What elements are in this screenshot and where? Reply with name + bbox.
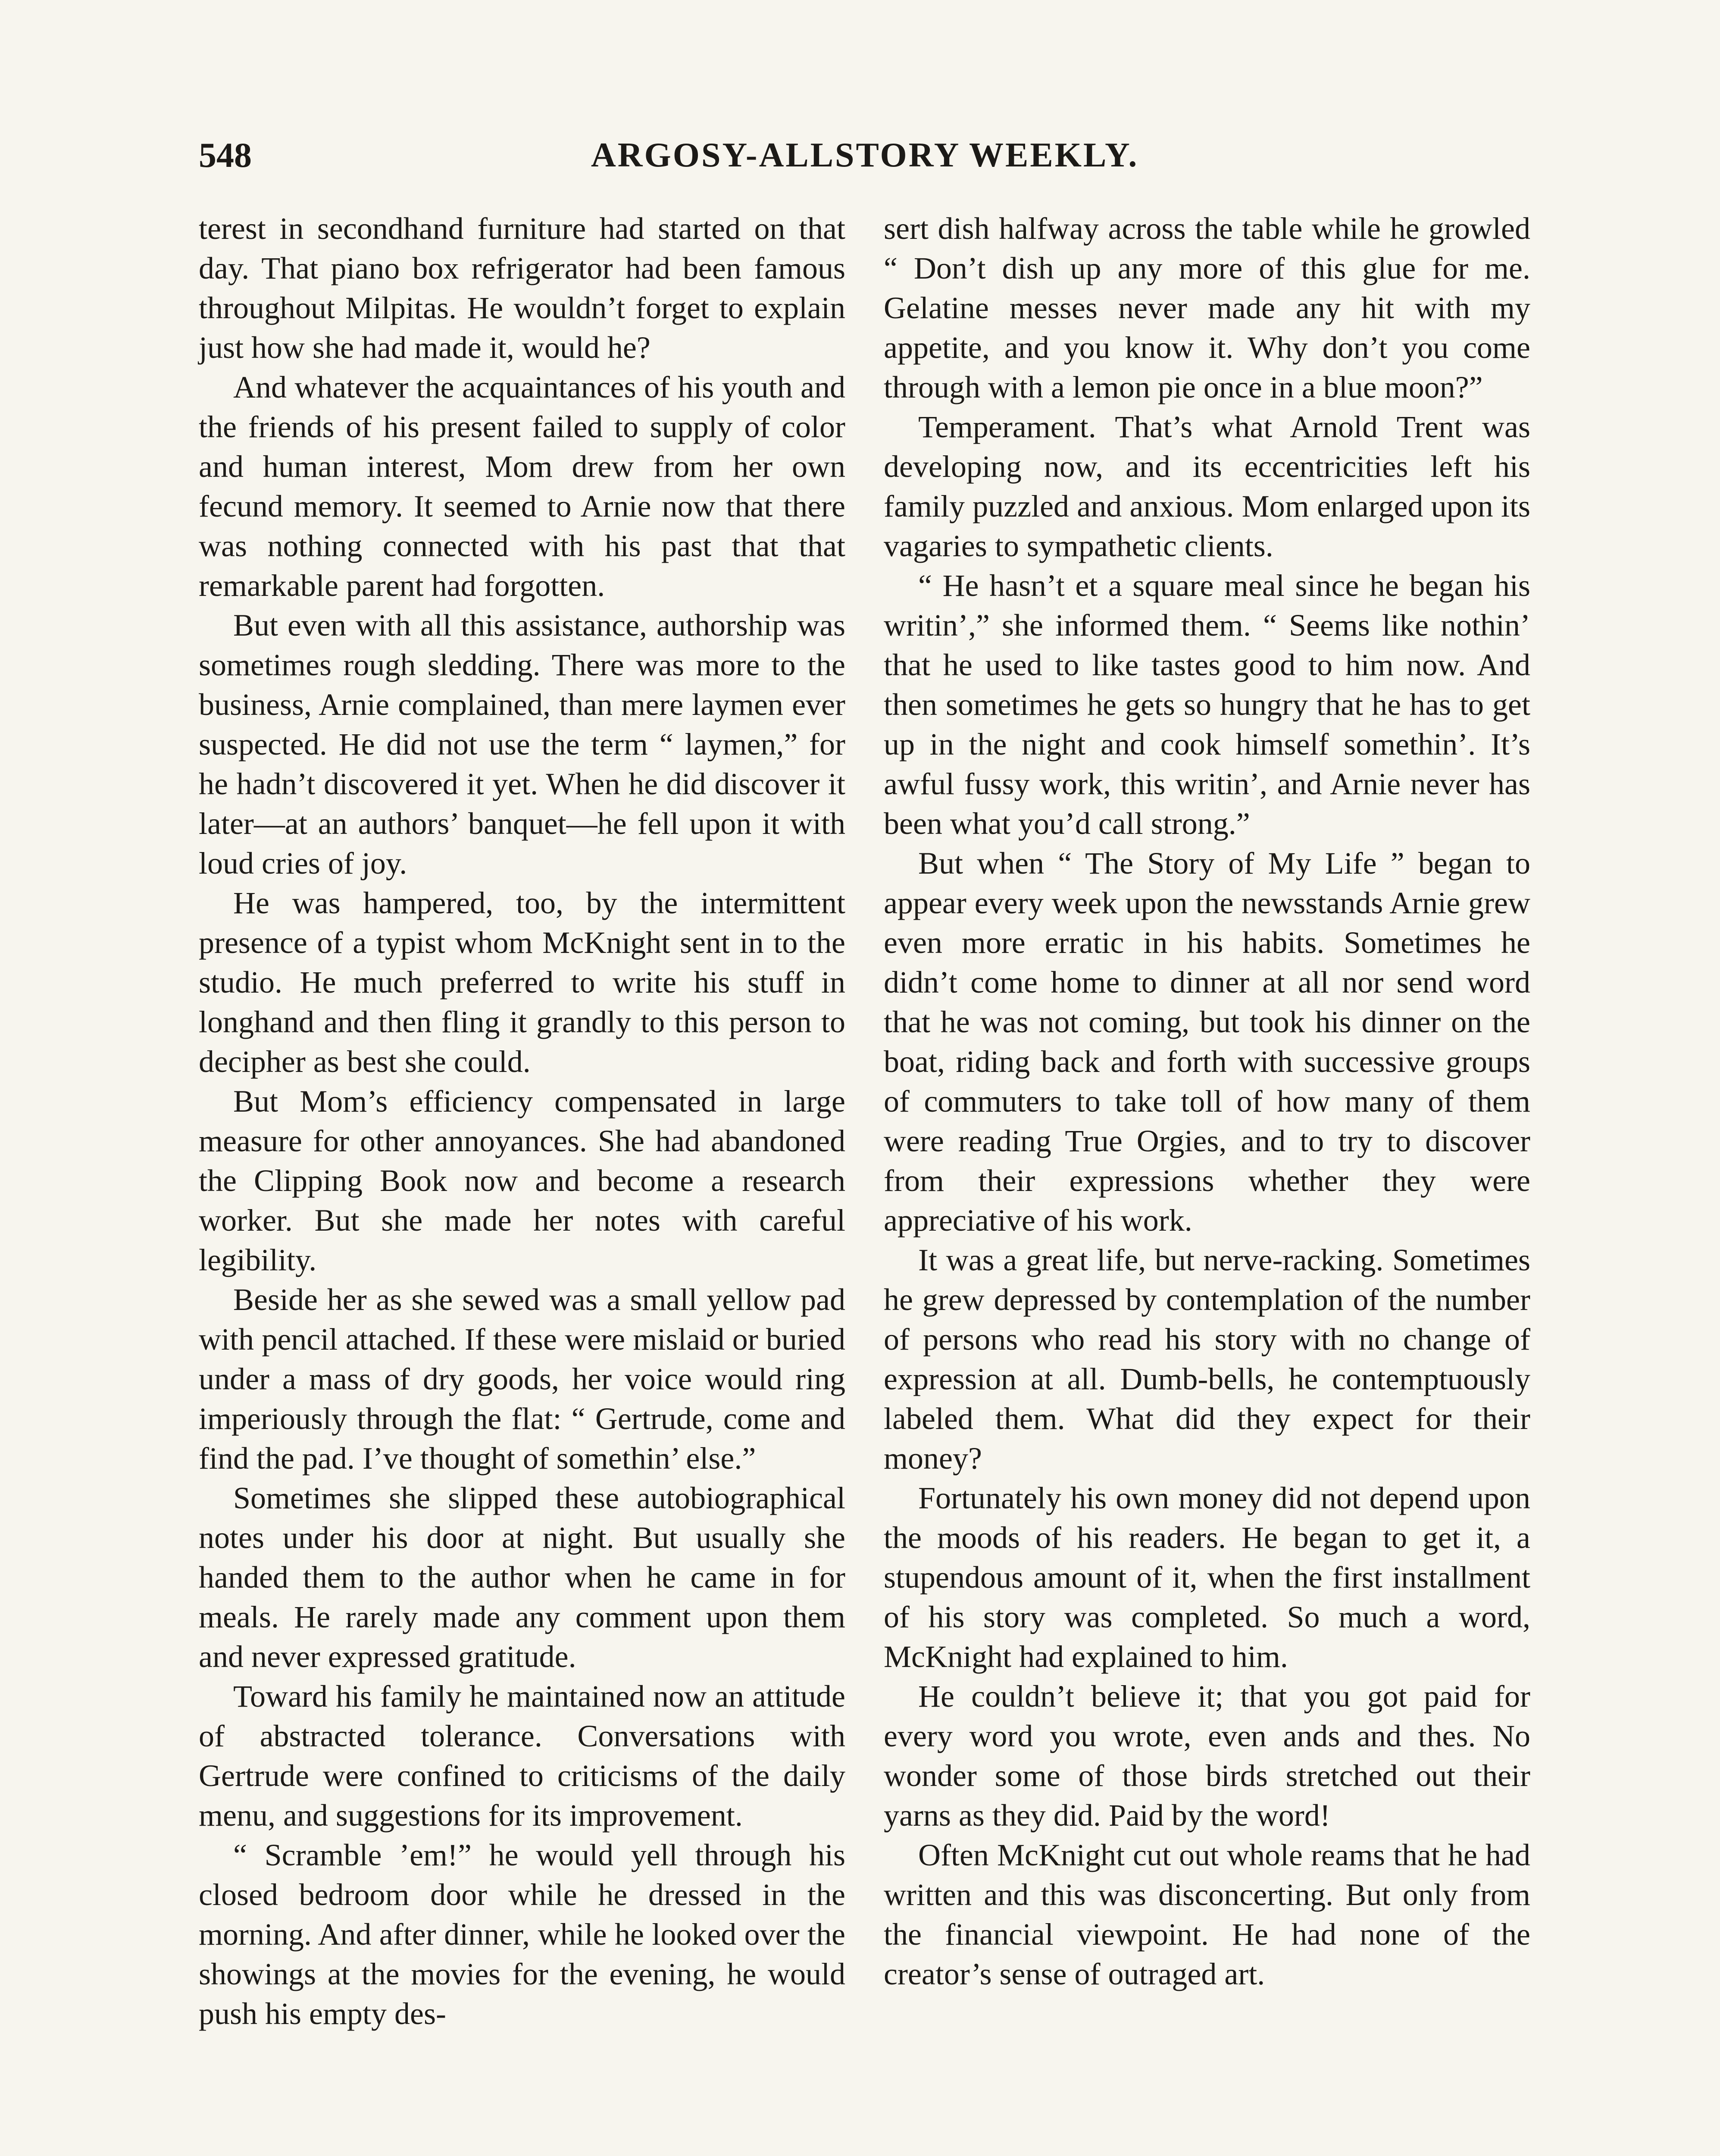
running-head: ARGOSY-ALLSTORY WEEKLY. <box>591 136 1139 174</box>
paragraph: It was a great life, but nerve-racking. Sometimes he grew depressed by contemplation of the number of persons who read his story with no change of expression at all. Dumb-bells, he contemptuously labeled them. What did they expect for their money? <box>884 1243 1530 1476</box>
paragraph: Beside her as she sewed was a small yellow pad with pencil attached. If these were mislaid or buried under a mass of dry goods, her voice would ring imperiously through the flat: “ Gertrude, come and find the pad. I’ve thought of somethin’ else.” <box>199 1282 845 1476</box>
page-header <box>199 132 1574 179</box>
paragraph: Temperament. That’s what Arnold Trent was developing now, and its eccentricities left his family puzzled and anxious. Mom enlarged upon its vagaries to sympathetic clients. <box>884 410 1530 563</box>
paragraph: “ He hasn’t et a square meal since he began his writin’,” she informed them. “ Seems like nothin’ that he used to like tastes good to him now. And then sometimes he gets so hungry that he has to get up in the night and cook himself somethin’. It’s awful fussy work, this writin’, and Arnie never has been what you’d call strong.” <box>884 568 1530 841</box>
page-number: 548 <box>199 135 252 175</box>
paragraph: “ Scramble ’em!” he would yell through his closed bedroom door while he dressed in the morning. And after dinner, while he looked over the showings at the movies for the evening, he would push his empty des- <box>199 1838 845 2031</box>
paragraph: Toward his family he maintained now an attitude of abstracted tolerance. Conversations with Gertrude were confined to criticisms of the daily menu, and suggestions for its improvement. <box>199 1679 845 1833</box>
paragraph: terest in secondhand furniture had started on that day. That piano box refrigerator had been famous throughout Milpitas. He wouldn’t forget to explain just how she had made it, would he? <box>199 211 845 365</box>
paragraph: And whatever the acquaintances of his youth and the friends of his present failed to supply of color and human interest, Mom drew from her own fecund memory. It seemed to Arnie now that there was nothing connected with his past that that remarkable parent had forgotten. <box>199 370 845 603</box>
right-column <box>884 209 1530 1994</box>
paragraph: But when “ The Story of My Life ” began to appear every week upon the newsstands Arnie grew even more erratic in his habits. Sometimes he didn’t come home to dinner at all nor send word that he was not coming, but took his dinner on the boat, riding back and forth with successive groups of commuters to take toll of how many of them were reading True Orgies, and to try to discover from their expressions whether they were appreciative of his work. <box>884 846 1530 1238</box>
paragraph: But even with all this assistance, authorship was sometimes rough sledding. There was more to the business, Arnie complained, than mere laymen ever suspected. He did not use the term “ laymen,” for he hadn’t discovered it yet. When he did discover it later—at an authors’ banquet—he fell upon it with loud cries of joy. <box>199 608 845 881</box>
paragraph: He was hampered, too, by the intermittent presence of a typist whom McKnight sent in to the studio. He much preferred to write his stuff in longhand and then fling it grandly to this person to decipher as best she could. <box>199 886 845 1079</box>
paragraph: Fortunately his own money did not depend upon the moods of his readers. He began to get it, a stupendous amount of it, when the first installment of his story was completed. So much a word, McKnight had explained to him. <box>884 1481 1530 1674</box>
paragraph: He couldn’t believe it; that you got paid for every word you wrote, even ands and thes. No wonder some of those birds stretched out their yarns as they did. Paid by the word! <box>884 1679 1530 1833</box>
paragraph: Often McKnight cut out whole reams that he had written and this was disconcerting. But only from the financial viewpoint. He had none of the creator’s sense of outraged art. <box>884 1838 1530 1991</box>
left-column <box>199 209 845 2034</box>
paragraph: sert dish halfway across the table while he growled “ Don’t dish up any more of this glue for me. Gelatine messes never made any hit with my appetite, and you know it. Why don’t you come through with a lemon pie once in a blue moon?” <box>884 211 1530 404</box>
paragraph: But Mom’s efficiency compensated in large measure for other annoyances. She had abandoned the Clipping Book now and become a research worker. But she made her notes with careful legibility. <box>199 1084 845 1277</box>
paragraph: Sometimes she slipped these autobiographical notes under his door at night. But usually she handed them to the author when he came in for meals. He rarely made any comment upon them and never expressed gratitude. <box>199 1481 845 1674</box>
